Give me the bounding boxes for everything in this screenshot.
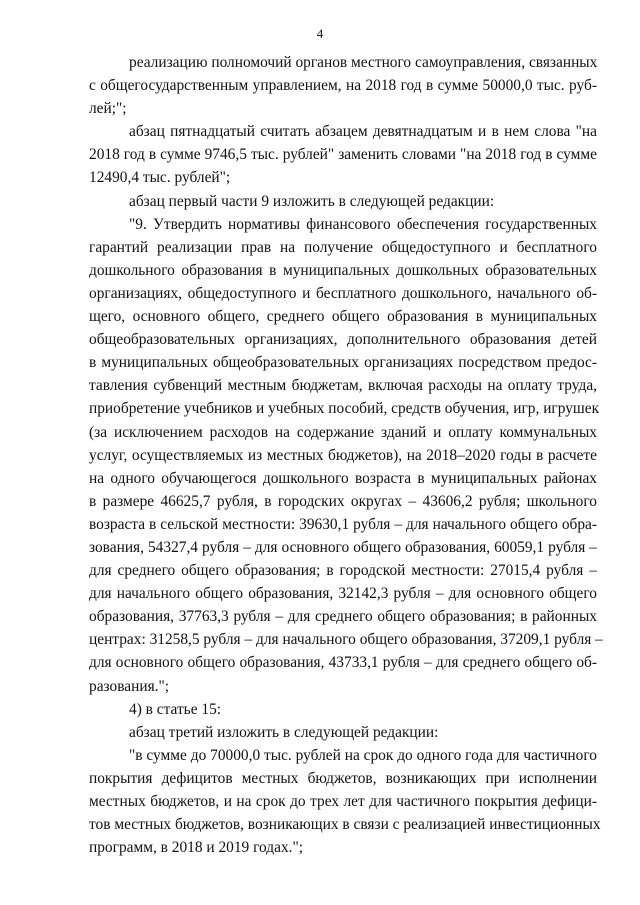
text-line: лей;"; [89, 100, 127, 118]
text-line: 2018 год в сумме 9746,5 тыс. рублей" заменить словами "на 2018 год в сумме [89, 146, 597, 164]
document-body [89, 51, 603, 859]
text-line: разования."; [89, 677, 170, 695]
text-line: 4) в статье 15: [129, 700, 222, 718]
text-line: щего, основного общего, среднего общего образования в муниципальных [89, 308, 597, 326]
text-line: образования, 37763,3 рубля – для среднего общего образования; в районных [89, 608, 597, 626]
text-line: организациях, общедоступного и бесплатного дошкольного, начального об- [89, 284, 597, 302]
text-line: тавления субвенций местным бюджетам, включая расходы на оплату труда, [89, 377, 597, 395]
text-line: услуг, осуществляемых из местных бюджетов), на 2018–2020 годы в расчете [89, 446, 597, 464]
text-line: реализацию полномочий органов местного самоуправления, связанных [129, 54, 598, 71]
text-line: зования, 54327,4 рубля – для основного общего образования, 60059,1 рубля – [89, 538, 597, 556]
text-line: абзац пятнадцатый считать абзацем девятнадцатым и в нем слова "на [129, 123, 597, 141]
text-line: абзац первый части 9 изложить в следующей редакции: [129, 192, 495, 210]
text-line: покрытия дефицитов местных бюджетов, возникающих при исполнении [89, 769, 597, 787]
text-line: для начального общего образования, 32142,3 рубля – для основного общего [89, 585, 597, 603]
text-line: для среднего общего образования; в городской местности: 27015,4 рубля – [89, 562, 597, 580]
text-line: гарантий реализации прав на получение общедоступного и бесплатного [89, 238, 597, 256]
text-line: (за исключением расходов на содержание зданий и оплату коммунальных [89, 423, 597, 441]
text-line: абзац третий изложить в следующей редакции: [129, 723, 439, 741]
text-line: на одного обучающегося дошкольного возраста в муниципальных районах [89, 469, 597, 487]
text-line: в муниципальных общеобразовательных организациях посредством предос- [89, 354, 597, 372]
text-line: программ, в 2018 и 2019 годах."; [89, 839, 304, 857]
text-line: "в сумме до 70000,0 тыс. рублей на срок до одного года для частичного [129, 746, 597, 764]
text-line: возраста в сельской местности: 39630,1 рубля – для начального общего обра- [89, 515, 597, 533]
page-number: 4 [316, 26, 324, 41]
text-line: местных бюджетов, и на срок до трех лет для частичного покрытия дефици- [89, 793, 597, 810]
text-line: для основного общего образования, 43733,1 рубля – для среднего общего об- [89, 654, 597, 672]
text-line: в размере 46625,7 рубля, в городских округах – 43606,2 рубля; школьного [89, 492, 597, 510]
text-line: приобретение учебников и учебных пособий, средств обучения, игр, игрушек [89, 400, 600, 418]
text-line: общеобразовательных организациях, дополнительного образования детей [89, 331, 597, 349]
text-line: 12490,4 тыс. рублей"; [89, 169, 231, 187]
text-line: центрах: 31258,5 рубля – для начального общего образования, 37209,1 рубля – [89, 631, 603, 649]
text-line: с общегосударственным управлением, на 2018 год в сумме 50000,0 тыс. руб- [89, 77, 597, 95]
text-line: тов местных бюджетов, возникающих в связи с реализацией инвестиционных [89, 816, 601, 834]
text-line: дошкольного образования в муниципальных дошкольных образовательных [89, 261, 597, 279]
text-line: "9. Утвердить нормативы финансового обеспечения государственных [129, 215, 597, 233]
